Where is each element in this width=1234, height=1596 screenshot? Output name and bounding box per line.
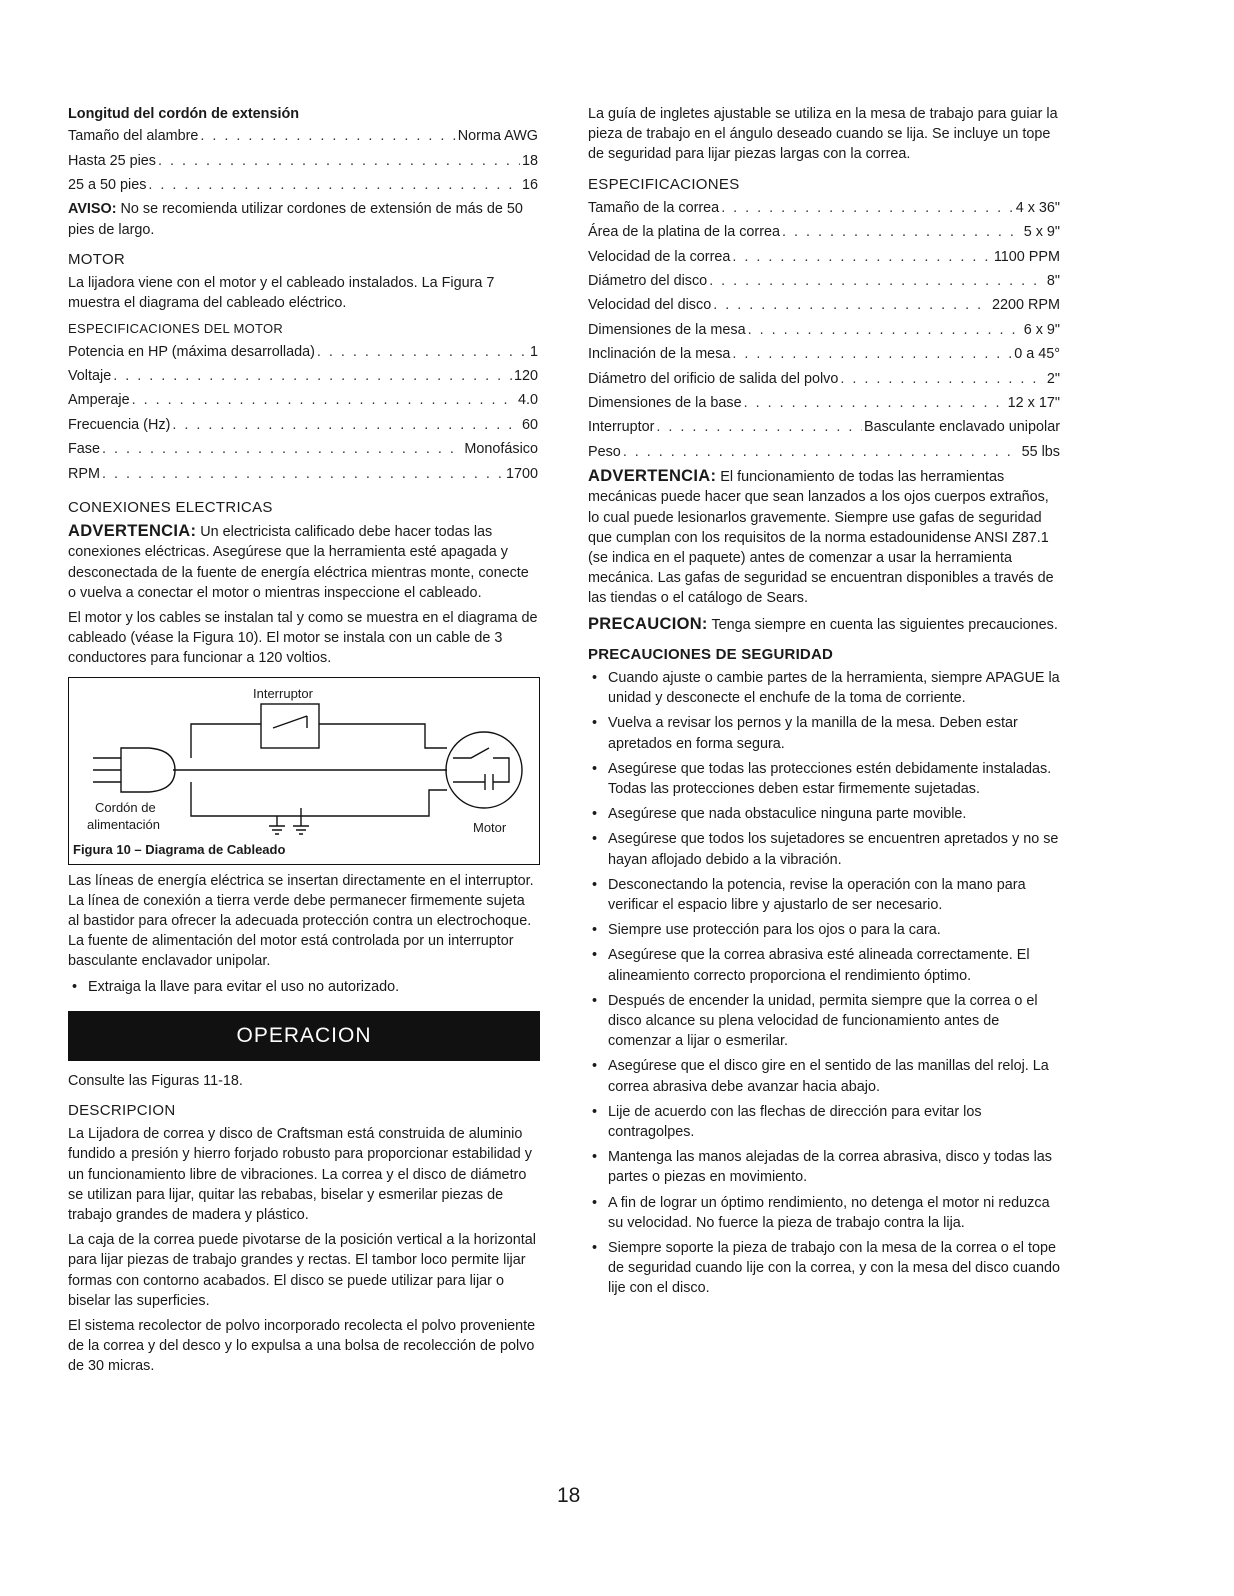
motor-text: La lijadora viene con el motor y el cableado instalados. La Figura 7 muestra el diagrama del cableado eléctrico. [68, 274, 495, 312]
warning-lead: ADVERTENCIA: [588, 467, 717, 486]
spec-row [68, 151, 538, 175]
electrical-warning [68, 521, 538, 603]
spec-value: 6 x 9" [1023, 321, 1060, 338]
notice-text: No se recomienda utilizar cordones de extensión de más de 50 pies de largo. [68, 201, 523, 238]
spec-value: 120 [513, 367, 538, 384]
spec-row [588, 247, 1060, 271]
see-figures: Consulte las Figuras 11-18. [68, 1072, 243, 1089]
spec-row [68, 175, 538, 199]
spec-label: Diámetro del orificio de salida del polvo [588, 370, 839, 387]
spec-value: 16 [521, 176, 538, 193]
figure-caption: Figura 10 – Diagrama de Cableado [73, 842, 286, 858]
description-title: DESCRIPCION [68, 1101, 176, 1119]
spec-value: Norma AWG [457, 128, 538, 145]
spec-row [68, 439, 538, 463]
spec-row [588, 222, 1060, 246]
spec-label: 25 a 50 pies [68, 176, 147, 193]
operation-banner: OPERACION [68, 1011, 540, 1061]
after-figure-text: Las líneas de energía eléctrica se insertan directamente en el interruptor. La línea de conexión a tierra verde debe permanecer firmemente sujeta al bastidor para ofrecer la adecuada protección contra un electrochoque. La fuente de alimentación del motor está controlada por un interruptor basculante enclavador unipolar. [68, 872, 534, 970]
warning-lead: ADVERTENCIA: [68, 522, 197, 541]
description-p3: El sistema recolector de polvo incorporado recolecta el polvo proveniente de la correa y del desco y lo expulsa a una bolsa de recolección de polvo de 30 micras. [68, 1318, 536, 1375]
ground-wire [191, 782, 447, 816]
spec-label: Amperaje [68, 392, 130, 409]
plug [121, 748, 175, 792]
spec-row [588, 393, 1060, 417]
spec-label: RPM [68, 465, 100, 482]
spec-value: 18 [521, 152, 538, 169]
miter-intro: La guía de ingletes ajustable se utiliza en la mesa de trabajo para guiar la pieza de trabajo en el ángulo deseado cuando se lija. Se incluye un tope de seguridad para lijar piezas largas con la correa. [588, 106, 1058, 163]
list-item: • Mantenga las manos alejadas de la correa abrasiva, disco y todas las partes o piezas en movimiento. [588, 1147, 1060, 1187]
list-item: • Asegúrese que todos los sujetadores se encuentren apretados y no se hayan aflojado debido a la vibración. [588, 829, 1060, 869]
spec-value: 1 [529, 343, 538, 360]
spec-row [588, 198, 1060, 222]
spec-row [588, 295, 1060, 319]
spec-value: 2" [1046, 370, 1060, 387]
cord-label-1: Cordón de [95, 799, 156, 815]
list-item: • Asegúrese que la correa abrasiva esté alineada correctamente. El alineamiento correcto proporciona el rendimiento óptimo. [588, 945, 1060, 985]
switch-label: Interruptor [253, 685, 313, 701]
spec-value: 0 a 45° [1014, 346, 1060, 363]
right-column [588, 104, 1060, 1304]
spec-value: 55 lbs [1021, 443, 1060, 460]
spec-label: Dimensiones de la base [588, 394, 742, 411]
motor-label: Motor [473, 819, 507, 835]
caution-lead: PRECAUCION: [588, 614, 708, 633]
list-item: • Siempre soporte la pieza de trabajo con la mesa de la correa o el tope de seguridad cuando lije con la correa, y con la mesa del disco cuando lije con el disco. [588, 1238, 1060, 1299]
switch-contact [273, 716, 307, 728]
description-p2: La caja de la correa puede pivotarse de la posición vertical a la horizontal para lijar piezas de trabajo grandes y rectas. El tambor loco permite lijar formas con contorno acabados. El disco se puede utilizar para lijar o biselar las superficies. [68, 1232, 536, 1309]
spec-table [588, 198, 1060, 466]
notice-paragraph [68, 199, 538, 239]
safety-title: PRECAUCIONES DE SEGURIDAD [588, 645, 834, 663]
list-item: • Asegúrese que nada obstaculice ninguna parte movible. [588, 804, 1060, 824]
spec-row [588, 271, 1060, 295]
notice-lead: AVISO: [68, 201, 117, 218]
switch-box [261, 704, 319, 748]
spec-label: Potencia en HP (máxima desarrollada) [68, 343, 315, 360]
spec-row [588, 320, 1060, 344]
spec-label: Área de la platina de la correa [588, 224, 780, 241]
electrical-title: CONEXIONES ELECTRICAS [68, 498, 273, 516]
spec-value: 4.0 [517, 392, 538, 409]
list-item: • Después de encender la unidad, permita siempre que la correa o el disco alcance su plena velocidad de funcionamiento antes de comenzar a lijar o esmerilar. [588, 991, 1060, 1052]
safety-list [588, 668, 1060, 1299]
motor-title: MOTOR [68, 250, 126, 268]
spec-row [68, 366, 538, 390]
spec-label: Velocidad del disco [588, 297, 712, 314]
warning-text: El funcionamiento de todas las herramientas mecánicas puede hacer que sean lanzados a los ojos cuerpos extraños, lo cual puede lesionarlos gravemente. Siempre use gafas de seguridad que cumplan con los requisitos de la norma estadounidense ANSI Z87.1 (se indica en el paquete) antes de comenzar a usar la herramienta mecánica. Las gafas de seguridad se encuentran disponibles a través de las tiendas o el catálogo de Sears. [588, 469, 1054, 607]
spec-value: 2200 RPM [992, 297, 1060, 314]
spec-label: Dimensiones de la mesa [588, 321, 746, 338]
list-item: • Lije de acuerdo con las flechas de dirección para evitar los contragolpes. [588, 1102, 1060, 1142]
motor-symbol [446, 732, 522, 808]
ground-symbol [293, 808, 309, 834]
electrical-text: El motor y los cables se instalan tal y como se muestra en el diagrama de cableado (véase la Figura 10). El motor se instala con un cable de 3 conductores para funcionar a 120 voltios. [68, 609, 538, 667]
spec-value: 12 x 17" [1007, 394, 1060, 411]
spec-label: Frecuencia (Hz) [68, 416, 171, 433]
spec-label: Voltaje [68, 367, 112, 384]
spec-label: Tamaño del alambre [68, 128, 199, 145]
caution-paragraph [588, 614, 1060, 635]
spec-title: ESPECIFICACIONES [588, 175, 740, 193]
left-column [68, 104, 538, 1382]
ground-symbol [269, 816, 285, 834]
list-item: • Cuando ajuste o cambie partes de la herramienta, siempre APAGUE la unidad y desconecte el enchufe de la toma de corriente. [588, 668, 1060, 708]
plug-prongs [93, 758, 121, 782]
spec-value: 8" [1046, 272, 1060, 289]
spec-value: 1100 PPM [993, 248, 1060, 265]
cord-label-2: alimentación [87, 816, 160, 832]
extension-cord-table [68, 126, 538, 199]
warning-text: Un electricista calificado debe hacer todas las conexiones eléctricas. Asegúrese que la herramienta esté apagada y desconectada de la fuente de energía eléctrica mientras monte, conecte o vuelva a conectar el motor o mientras inspeccione el cableado. [68, 524, 529, 601]
spec-value: 4 x 36" [1015, 199, 1060, 216]
extension-cord-title: Longitud del cordón de extensión [68, 106, 300, 122]
list-item: • Asegúrese que el disco gire en el sentido de las manillas del reloj. La correa abrasiva debe avanzar hacia abajo. [588, 1056, 1060, 1096]
spec-value: Monofásico [464, 441, 538, 458]
spec-label: Velocidad de la correa [588, 248, 731, 265]
key-bullet-list [68, 977, 538, 997]
spec-label: Hasta 25 pies [68, 152, 156, 169]
spec-row [68, 126, 538, 150]
list-item: • Asegúrese que todas las protecciones estén debidamente instaladas. Todas las protecciones deben estar firmemente sujetadas. [588, 759, 1060, 799]
spec-label: Peso [588, 443, 621, 460]
spec-row [588, 344, 1060, 368]
spec-row [68, 342, 538, 366]
spec-label: Diámetro del disco [588, 272, 708, 289]
spec-row [588, 369, 1060, 393]
caution-text: Tenga siempre en cuenta las siguientes precauciones. [707, 616, 1058, 633]
spec-value: 5 x 9" [1023, 224, 1060, 241]
spec-row [588, 442, 1060, 466]
wiring-diagram [69, 678, 539, 864]
list-item: • A fin de lograr un óptimo rendimiento, no detenga el motor ni reduzca su velocidad. No fuerce la pieza de trabajo contra la lija. [588, 1193, 1060, 1233]
spec-row [588, 417, 1060, 441]
spec-label: Fase [68, 441, 100, 458]
motor-spec-table [68, 342, 538, 488]
description-p1: La Lijadora de correa y disco de Craftsman está construida de aluminio fundido a presión y hierro forjado robusto para proporcionar estabilidad y un funcionamiento libre de vibraciones. La correa y el disco de diámetro se utilizan para lijar, quitar las rebabas, biselar y esmerilar piezas de trabajo grandes de madera y plástico. [68, 1126, 532, 1223]
spec-label: Inclinación de la mesa [588, 346, 731, 363]
spec-label: Interruptor [588, 419, 655, 436]
list-item: • Extraiga la llave para evitar el uso no autorizado. [68, 977, 538, 997]
wiring-diagram-figure [68, 677, 540, 865]
spec-row [68, 415, 538, 439]
list-item: • Siempre use protección para los ojos o para la cara. [588, 920, 1060, 940]
spec-label: Tamaño de la correa [588, 199, 720, 216]
spec-row [68, 464, 538, 488]
spec-row [68, 390, 538, 414]
spec-value: Basculante enclavado unipolar [863, 419, 1060, 436]
list-item: • Vuelva a revisar los pernos y la manilla de la mesa. Deben estar apretados en forma segura. [588, 713, 1060, 753]
list-item: • Desconectando la potencia, revise la operación con la mano para verificar el espacio libre y ajustarlo de ser necesario. [588, 875, 1060, 915]
motor-spec-title: ESPECIFICACIONES DEL MOTOR [68, 321, 284, 337]
motor-internal-switch [453, 748, 509, 782]
safety-glasses-warning [588, 466, 1060, 608]
page-number: 18 [557, 1484, 581, 1507]
capacitor [453, 774, 493, 790]
spec-value: 60 [521, 416, 538, 433]
spec-value: 1700 [505, 465, 538, 482]
